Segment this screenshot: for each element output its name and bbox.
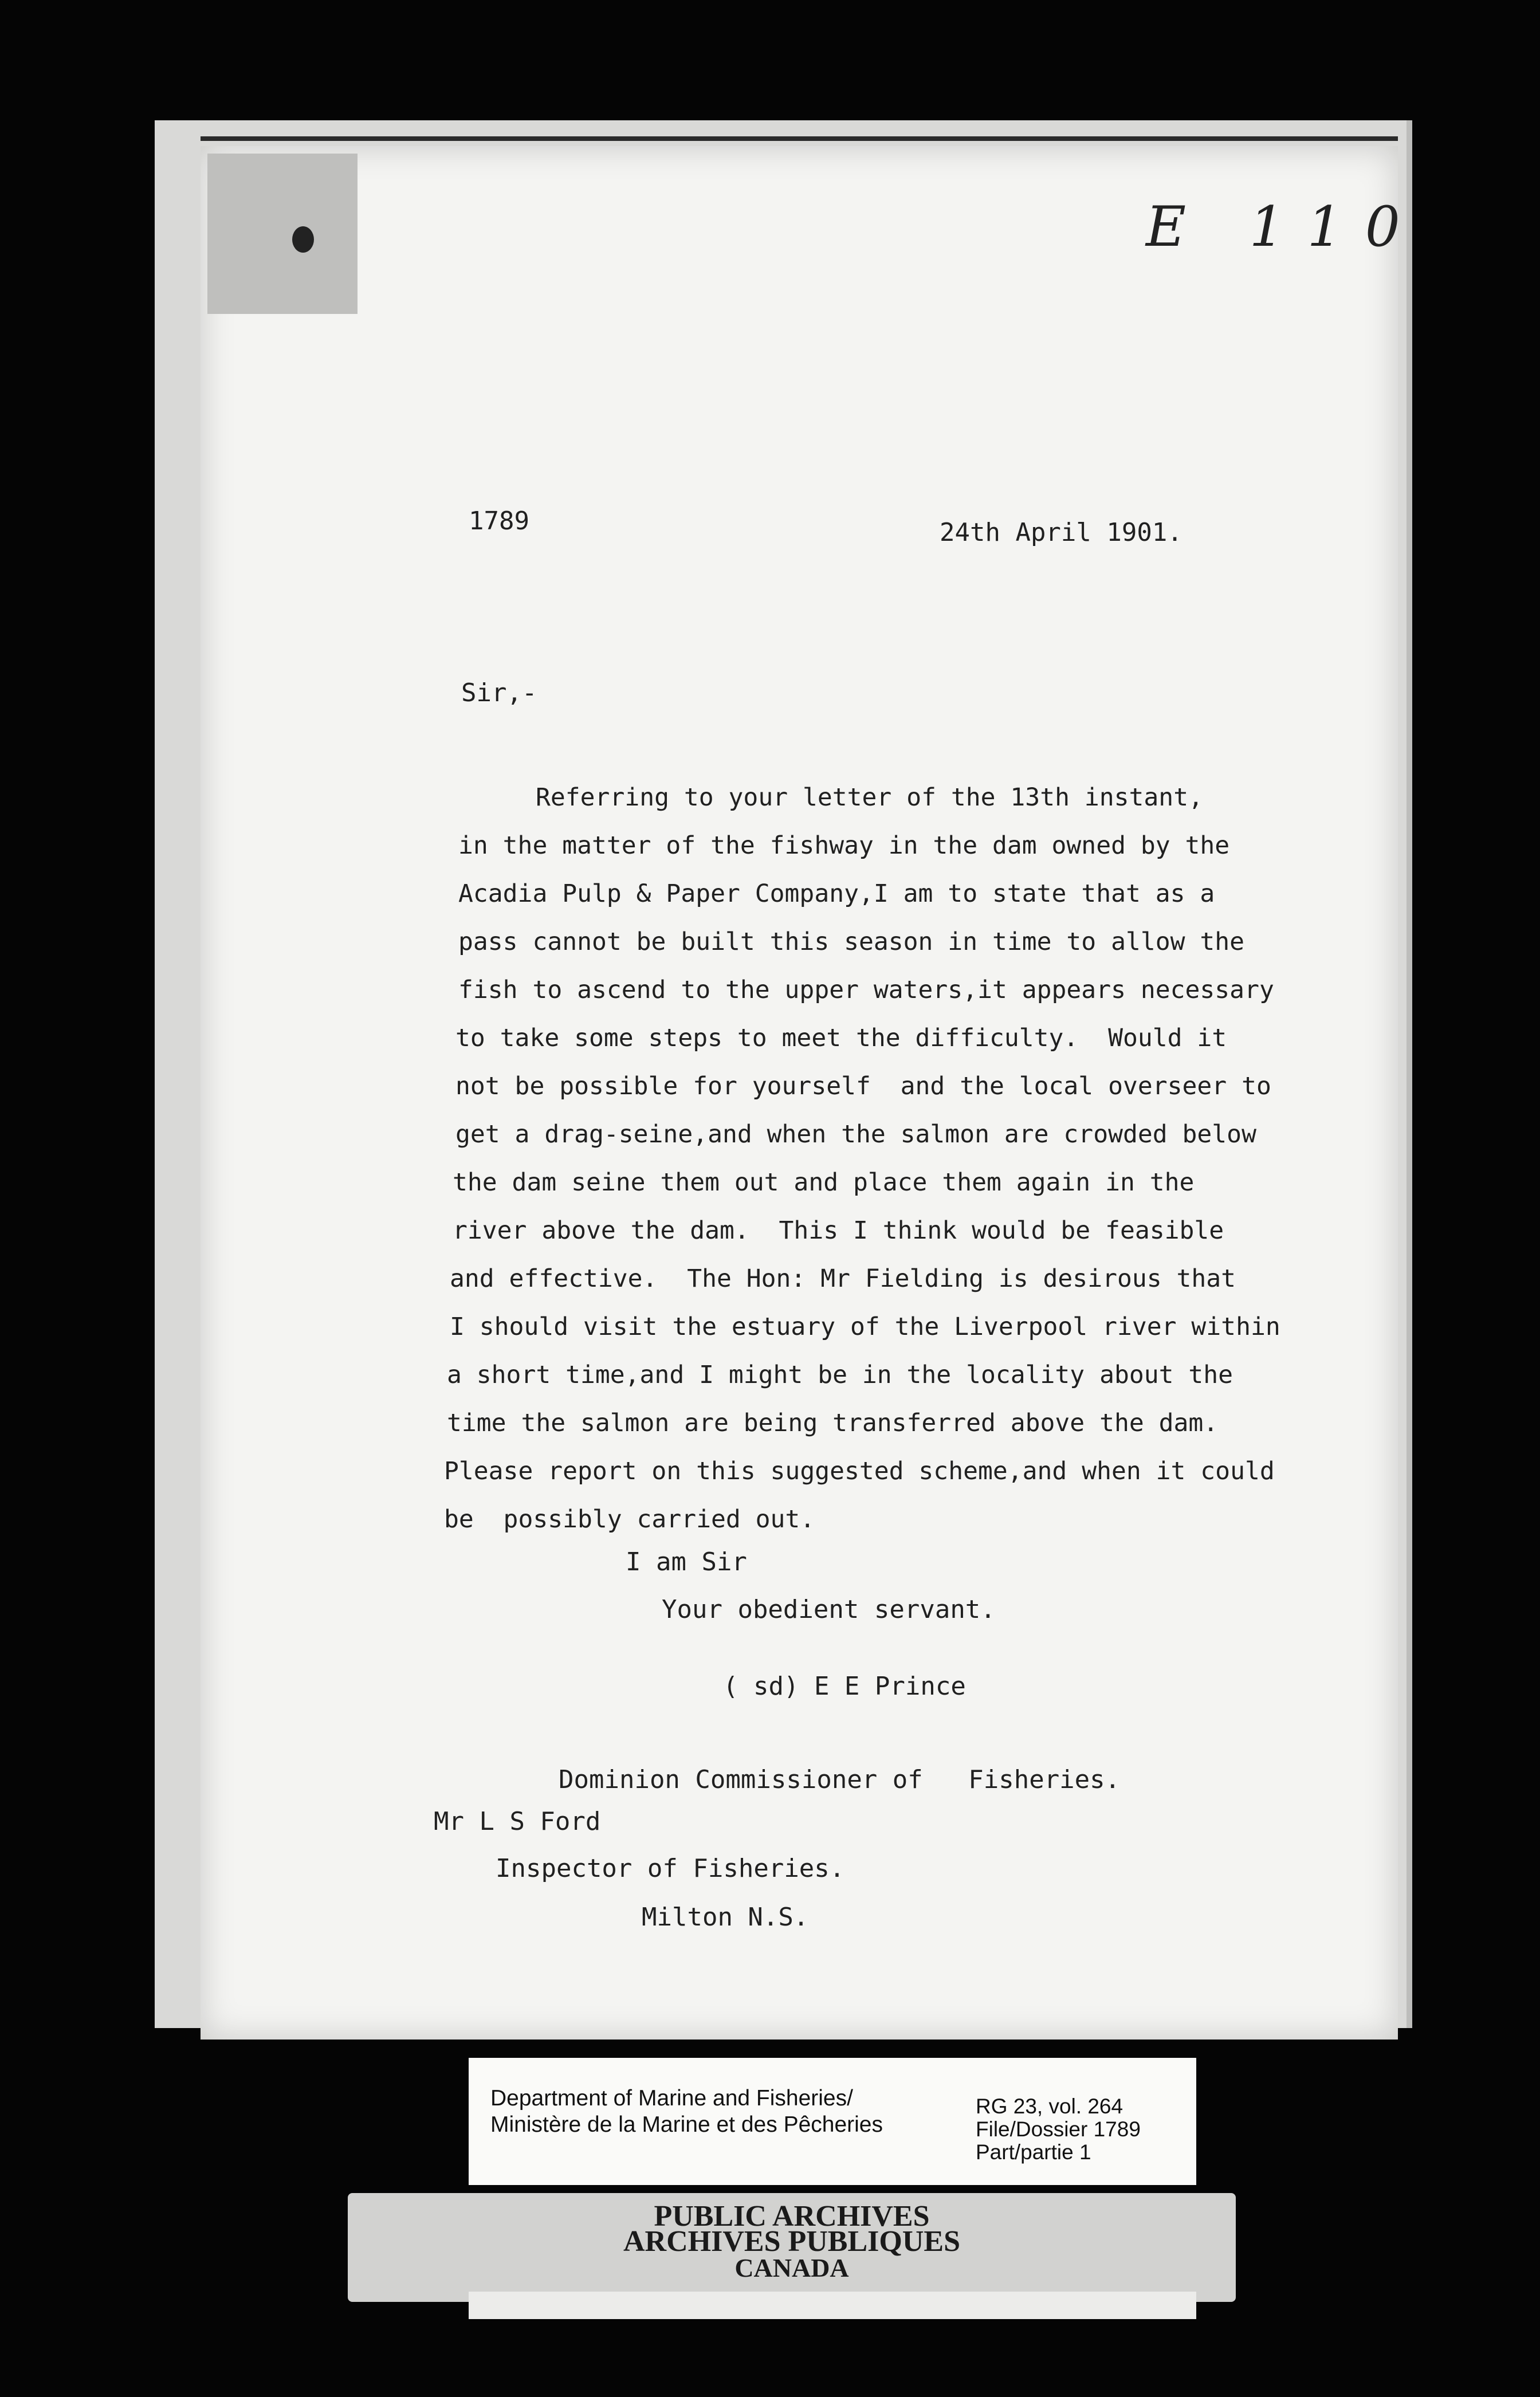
salutation: Sir,-	[461, 678, 537, 708]
letter-body-line: fish to ascend to the upper waters,it appears necessary	[458, 976, 1274, 1004]
signature-line: ( sd) E E Prince	[723, 1672, 966, 1701]
letter-body-line: Referring to your letter of the 13th instant,	[536, 783, 1203, 812]
file-dossier: File/Dossier 1789	[976, 2117, 1141, 2141]
addressee-place: Milton N.S.	[642, 1903, 809, 1932]
signer-title: Dominion Commissioner of Fisheries.	[559, 1765, 1121, 1794]
letter-body-line: pass cannot be built this season in time to allow the	[458, 928, 1245, 956]
letter-body-line: I should visit the estuary of the Liverpool river within	[450, 1313, 1280, 1341]
archive-reference-label	[469, 2058, 1196, 2185]
part-partie: Part/partie 1	[976, 2140, 1091, 2164]
letter-date: 24th April 1901.	[940, 518, 1182, 547]
sheet-top-edge	[201, 136, 1398, 141]
closing-line-1: I am Sir	[626, 1547, 747, 1577]
stamp-line-2: ARCHIVES PUBLIQUES	[623, 2225, 961, 2258]
file-number: 1789	[469, 506, 529, 536]
stamp-base	[469, 2292, 1196, 2319]
closing-line-2: Your obedient servant.	[662, 1595, 996, 1624]
punch-hole	[292, 226, 314, 253]
letter-body-line: in the matter of the fishway in the dam owned by the	[458, 831, 1230, 860]
stamp-line-1: PUBLIC ARCHIVES	[654, 2200, 930, 2233]
letter-body-line: time the salmon are being transferred above the dam.	[447, 1409, 1219, 1437]
department-en: Department of Marine and Fisheries/	[490, 2086, 853, 2111]
letter-body-line: not be possible for yourself and the local overseer to	[455, 1072, 1271, 1101]
letter-body-line: get a drag-seine,and when the salmon are crowded below	[455, 1120, 1256, 1149]
corner-tab	[207, 154, 358, 314]
department-fr: Ministère de la Marine et des Pêcheries	[490, 2112, 883, 2137]
record-group: RG 23, vol. 264	[976, 2095, 1123, 2118]
letter-body-line: the dam seine them out and place them again in the	[453, 1168, 1195, 1197]
addressee-name: Mr L S Ford	[434, 1807, 601, 1836]
archives-stamp	[348, 2193, 1236, 2302]
stamp-line-3: CANADA	[734, 2253, 849, 2282]
letter-body-line: Please report on this suggested scheme,and when it could	[444, 1457, 1275, 1486]
letter-body-line: river above the dam. This I think would be feasible	[453, 1216, 1224, 1245]
letter-body-line: to take some steps to meet the difficulty. Would it	[455, 1024, 1227, 1052]
letter-body-line: a short time,and I might be in the locality about the	[447, 1361, 1233, 1389]
folio-number: E 110	[1146, 195, 1423, 259]
addressee-title: Inspector of Fisheries.	[496, 1854, 845, 1883]
letter-body-line: be possibly carried out.	[444, 1505, 815, 1534]
letter-body-line: Acadia Pulp & Paper Company,I am to state that as a	[458, 879, 1215, 908]
letter-body-line: and effective. The Hon: Mr Fielding is desirous that	[450, 1264, 1236, 1293]
